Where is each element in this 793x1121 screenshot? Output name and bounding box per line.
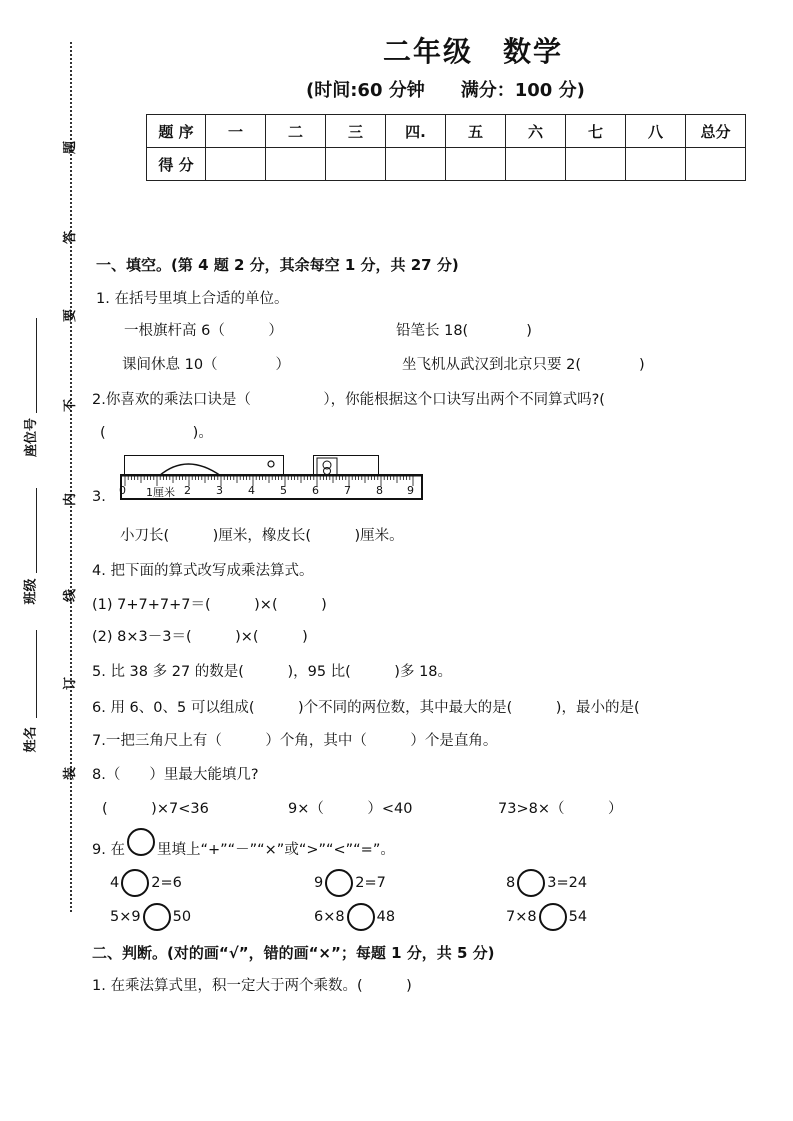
q1-item-b[interactable]: 铅笔长 18( ) xyxy=(396,323,532,339)
q6[interactable]: 6. 用 6、0、5 可以组成( )个不同的两位数，其中最大的是( )，最小的是( xyxy=(92,700,640,716)
score-table-header-row xyxy=(147,115,746,148)
q9-item-right: 54 xyxy=(568,909,588,925)
q9-stem-pre: 9. 在 xyxy=(92,842,125,858)
score-input-cell[interactable] xyxy=(626,148,686,181)
q4-stem: 4. 把下面的算式改写成乘法算式。 xyxy=(92,563,314,579)
q9-stem-post: 里填上“+”“－”“×”或“>”“<”“=”。 xyxy=(156,842,395,858)
score-cell: 二 xyxy=(266,115,326,148)
margin-seal-char: 要 xyxy=(63,308,79,323)
score-cell: 八 xyxy=(626,115,686,148)
margin-seal-char: 内 xyxy=(63,492,79,507)
circle-blank-icon[interactable] xyxy=(517,869,545,897)
circle-blank-icon[interactable] xyxy=(325,869,353,897)
exam-subtitle: (时间:60 分钟 满分：100 分) xyxy=(306,80,585,101)
name-label: 姓名 xyxy=(23,726,39,753)
ruler-tick-label: 0 xyxy=(119,484,126,497)
q8-stem: 8.（ ）里最大能填几? xyxy=(92,767,259,783)
q1-item-d[interactable]: 坐飞机从武汉到北京只要 2( ) xyxy=(402,357,645,373)
q9-item-left: 6×8 xyxy=(314,909,345,925)
score-input-cell[interactable] xyxy=(206,148,266,181)
name-field[interactable] xyxy=(36,630,37,718)
margin-seal-char: 答 xyxy=(63,230,79,245)
score-row-label: 得 分 xyxy=(147,148,206,181)
q4-item-b[interactable]: (2) 8×3－3＝( )×( ) xyxy=(92,629,308,645)
score-table-score-row xyxy=(147,148,746,181)
exam-title: 二年级 数学 xyxy=(383,35,564,68)
score-cell-total: 总分 xyxy=(686,115,746,148)
q1-item-a[interactable]: 一根旗杆高 6（ ） xyxy=(124,323,283,339)
q9-item-right: 48 xyxy=(376,909,396,925)
score-cell: 一 xyxy=(206,115,266,148)
circle-blank-icon[interactable] xyxy=(121,869,149,897)
q3-number: 3. xyxy=(92,489,106,505)
ruler-tick-label: 5 xyxy=(280,484,287,497)
margin-seal-char: 订 xyxy=(63,676,79,691)
q9-item xyxy=(110,903,191,931)
section1-heading: 一、填空。(第 4 题 2 分，其余每空 1 分，共 27 分) xyxy=(96,256,459,274)
q2-line1[interactable]: 2.你喜欢的乘法口诀是（ ），你能根据这个口诀写出两个不同算式吗?( xyxy=(92,392,605,408)
score-input-cell[interactable] xyxy=(326,148,386,181)
score-input-cell[interactable] xyxy=(386,148,446,181)
q9-item-right: 2=7 xyxy=(355,875,386,891)
score-cell: 七 xyxy=(566,115,626,148)
q9-item xyxy=(314,869,386,897)
score-input-cell[interactable] xyxy=(446,148,506,181)
q9-item-left: 7×8 xyxy=(506,909,537,925)
q2-line2[interactable]: ( )。 xyxy=(100,425,213,441)
score-input-cell[interactable] xyxy=(686,148,746,181)
margin-seal-char: 不 xyxy=(63,398,79,413)
ruler-tick-label: 8 xyxy=(376,484,383,497)
ruler-tick-label: 1厘米 xyxy=(146,486,175,499)
q9-item xyxy=(506,903,587,931)
eraser-figure xyxy=(313,455,379,476)
binding-dotted-line xyxy=(70,42,72,912)
knife-shape xyxy=(125,456,283,476)
score-input-cell[interactable] xyxy=(566,148,626,181)
score-cell-label: 题 序 xyxy=(147,115,206,148)
q8-item-a[interactable]: ( )×7<36 xyxy=(102,801,209,817)
circle-blank-icon[interactable] xyxy=(347,903,375,931)
q8-item-c[interactable]: 73>8×（ ） xyxy=(498,801,623,817)
ruler-tick-label: 2 xyxy=(184,484,191,497)
ruler-tick-label: 7 xyxy=(344,484,351,497)
q9-item-left: 8 xyxy=(506,875,516,891)
seat-number-label: 座位号 xyxy=(24,417,40,458)
q8-item-b[interactable]: 9×（ ）<40 xyxy=(288,801,413,817)
score-cell: 四. xyxy=(386,115,446,148)
ruler-tick-label: 3 xyxy=(216,484,223,497)
score-input-cell[interactable] xyxy=(266,148,326,181)
q9-item xyxy=(506,869,587,897)
q3-answer[interactable]: 小刀长( )厘米，橡皮长( )厘米。 xyxy=(120,528,404,544)
margin-seal-char: 线 xyxy=(63,588,79,603)
ruler-tick-label: 9 xyxy=(407,484,414,497)
seat-number-field[interactable] xyxy=(36,318,37,413)
knife-figure xyxy=(124,455,284,476)
q9-item-left: 9 xyxy=(314,875,324,891)
ruler-tick-label: 4 xyxy=(248,484,255,497)
eraser-shape xyxy=(314,456,378,476)
q1-item-c[interactable]: 课间休息 10（ ） xyxy=(122,357,291,373)
section2-heading: 二、判断。(对的画“√”，错的画“×”；每题 1 分，共 5 分) xyxy=(92,944,495,962)
q9-item xyxy=(110,869,182,897)
q9-item-right: 3=24 xyxy=(547,875,588,891)
margin-seal-char: 装 xyxy=(63,766,79,781)
score-table xyxy=(146,114,746,181)
score-cell: 三 xyxy=(326,115,386,148)
q5[interactable]: 5. 比 38 多 27 的数是( )，95 比( )多 18。 xyxy=(92,664,453,680)
q9-item xyxy=(314,903,395,931)
circle-blank-icon[interactable] xyxy=(143,903,171,931)
ruler-tick-label: 6 xyxy=(312,484,319,497)
class-field[interactable] xyxy=(36,488,37,573)
circle-blank-icon[interactable] xyxy=(539,903,567,931)
q7[interactable]: 7.一把三角尺上有（ ）个角，其中（ ）个是直角。 xyxy=(92,733,498,749)
q1-stem: 1. 在括号里填上合适的单位。 xyxy=(96,291,289,307)
s2-q1[interactable]: 1. 在乘法算式里，积一定大于两个乘数。( ) xyxy=(92,978,412,994)
q9-item-right: 50 xyxy=(172,909,192,925)
circle-blank-icon xyxy=(127,828,155,856)
q9-item-right: 2=6 xyxy=(151,875,182,891)
q9-stem xyxy=(92,836,395,864)
q9-item-left: 5×9 xyxy=(110,909,141,925)
score-cell: 五 xyxy=(446,115,506,148)
class-label: 班级 xyxy=(23,578,39,605)
q9-item-left: 4 xyxy=(110,875,120,891)
q4-item-a[interactable]: (1) 7+7+7+7＝( )×( ) xyxy=(92,597,327,613)
score-input-cell[interactable] xyxy=(506,148,566,181)
margin-seal-char: 题 xyxy=(63,140,79,155)
score-cell: 六 xyxy=(506,115,566,148)
